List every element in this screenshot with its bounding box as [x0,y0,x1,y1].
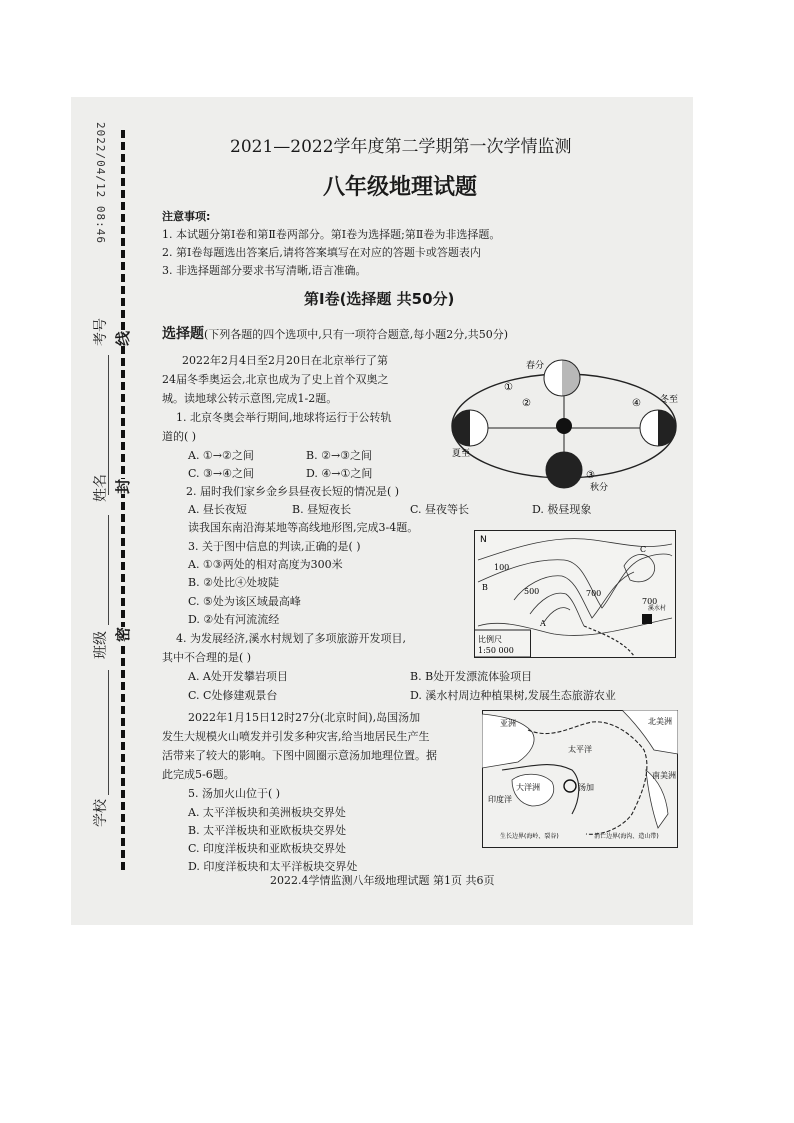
q3-option-a[interactable]: A. ①③两处的相对高度为300米 [188,558,343,571]
note-item: 2. 第Ⅰ卷每题选出答案后,请将答案填写在对应的答题卡或答题表内 [162,246,481,259]
q5-option-a[interactable]: A. 太平洋板块和美洲板块交界处 [188,806,346,819]
q5-option-b[interactable]: B. 太平洋板块和亚欧板块交界处 [188,824,347,837]
q4-stem: 4. 为发展经济,溪水村规划了多项旅游开发项目, [176,632,406,645]
orbit-label-summer: 夏至 [452,449,471,459]
contour-north: N [480,535,487,545]
q3-stem: 3. 关于图中信息的判读,正确的是( ) [188,540,361,553]
plate-label-pacific: 太平洋 [568,745,592,754]
q3-option-d[interactable]: D. ②处有河流流经 [188,613,280,626]
plate-map-figure [482,710,678,848]
contour-scale-value: 1:50 000 [478,646,514,655]
q4-option-c[interactable]: C. C处修建观景台 [188,689,278,702]
q2-option-c[interactable]: C. 昼夜等长 [410,503,470,516]
plate-label-tonga: 汤加 [578,783,594,792]
q4-option-d[interactable]: D. 溪水村周边种植果树,发展生态旅游农业 [410,689,616,702]
orbit-num-4: ④ [632,398,641,409]
school-label: 学校 [93,799,109,827]
name-field[interactable] [108,515,109,625]
plate-label-south-america: 南美洲 [652,771,676,780]
orbit-label-spring: 春分 [526,361,545,371]
notes-heading: 注意事项: [162,210,211,223]
contour-map-figure [474,530,676,658]
q4-stem: 其中不合理的是( ) [162,651,252,664]
q56-intro: 发生大规模火山喷发并引发多种灾害,给当地居民生产生 [162,730,430,743]
q2-stem: 2. 届时我们家乡金乡县昼夜长短的情况是( ) [186,485,400,498]
plate-label-indian-ocean: 印度洋 [488,795,512,804]
contour-point-c: C [640,545,647,554]
q1-option-c[interactable]: C. ③→④之间 [188,467,254,480]
choice-label: 选择题 [162,326,204,342]
q12-intro: 2022年2月4日至2月20日在北京举行了第 [182,354,388,367]
note-item: 3. 非选择题部分要求书写清晰,语言准确。 [162,264,367,277]
plate-legend-subduction: 消亡边界(海沟、造山带) [594,833,659,840]
q12-intro: 城。读地球公转示意图,完成1-2题。 [162,392,338,405]
orbit-label-winter: 冬至 [660,395,679,405]
binding-seal-char: 封 [114,478,133,495]
orbit-num-1: ① [504,382,513,393]
q1-stem: 1. 北京冬奥会举行期间,地球将运行于公转轨 [176,411,392,424]
plate-label-north-america: 北美洲 [648,717,672,726]
q56-intro: 此完成5-6题。 [162,768,235,781]
earth-summer [452,410,488,446]
note-item: 1. 本试题分第Ⅰ卷和第Ⅱ卷两部分。第Ⅰ卷为选择题;第Ⅱ卷为非选择题。 [162,228,501,241]
q1-option-b[interactable]: B. ②→③之间 [306,449,373,462]
binding-secret-char: 密 [114,626,133,643]
q3-option-b[interactable]: B. ②处比④处坡陡 [188,576,279,589]
plate-label-asia: 亚洲 [500,719,516,728]
q2-option-a[interactable]: A. 昼长夜短 [188,503,247,516]
binding-dashed-line [121,130,125,870]
q12-intro: 24届冬季奥运会,北京也成为了史上首个双奥之 [162,373,389,386]
contour-label-700a: 700 [586,589,602,598]
contour-village: 溪水村 [648,605,667,612]
page-footer: 2022.4学情监测八年级地理试题 第1页 共6页 [270,874,495,887]
orbit-num-2: ② [522,398,531,409]
exam-no-label: 考号 [93,318,109,346]
q56-intro: 活带来了较大的影响。下图中圆圈示意汤加地理位置。据 [162,749,437,762]
q5-stem: 5. 汤加火山位于( ) [188,787,281,800]
q3-option-c[interactable]: C. ⑤处为该区域最高峰 [188,595,301,608]
contour-label-100: 100 [494,563,510,572]
q2-option-b[interactable]: B. 昼短夜长 [292,503,352,516]
earth-spring [544,360,580,396]
q4-option-a[interactable]: A. A处开发攀岩项目 [188,670,288,683]
binding-line-char: 线 [114,330,133,347]
plate-legend-growth: 生长边界(海岭、裂谷) [500,833,559,840]
q56-intro: 2022年1月15日12时27分(北京时间),岛国汤加 [188,711,421,724]
choice-instruction: (下列各题的四个选项中,只有一项符合题意,每小题2分,共50分) [204,328,509,341]
choice-heading [162,326,508,343]
q1-option-a[interactable]: A. ①→②之间 [188,449,254,462]
class-field[interactable] [108,670,109,795]
name-label: 姓名 [93,474,109,502]
orbit-num-3: ③ [586,470,595,481]
class-label: 班级 [93,631,109,659]
section-title: 第Ⅰ卷(选择题 共50分) [304,290,455,308]
timestamp-stamp: 2022/04/12 08:46 [94,122,107,244]
q1-option-d[interactable]: D. ④→①之间 [306,467,373,480]
earth-orbit-figure [446,354,686,494]
q4-option-b[interactable]: B. B处开发漂流体验项目 [410,670,533,683]
contour-label-500: 500 [524,587,540,596]
contour-point-b: B [482,583,488,592]
exam-title: 2021—2022学年度第二学期第一次学情监测 [230,137,572,157]
q2-option-d[interactable]: D. 极昼现象 [532,503,592,516]
contour-scale-title: 比例尺 [478,635,502,644]
plate-label-oceania: 大洋洲 [516,783,540,792]
q5-option-d[interactable]: D. 印度洋板块和太平洋板块交界处 [188,860,358,873]
orbit-label-autumn: 秋分 [590,483,609,493]
exam-subtitle: 八年级地理试题 [323,174,478,200]
contour-point-a: A [540,619,546,628]
contour-label-700b: 700 [642,597,658,606]
earth-autumn [546,452,582,488]
q1-stem: 道的( ) [162,430,197,443]
earth-winter [640,410,676,446]
q5-option-c[interactable]: C. 印度洋板块和亚欧板块交界处 [188,842,347,855]
q34-intro: 读我国东南沿海某地等高线地形图,完成3-4题。 [188,521,419,534]
